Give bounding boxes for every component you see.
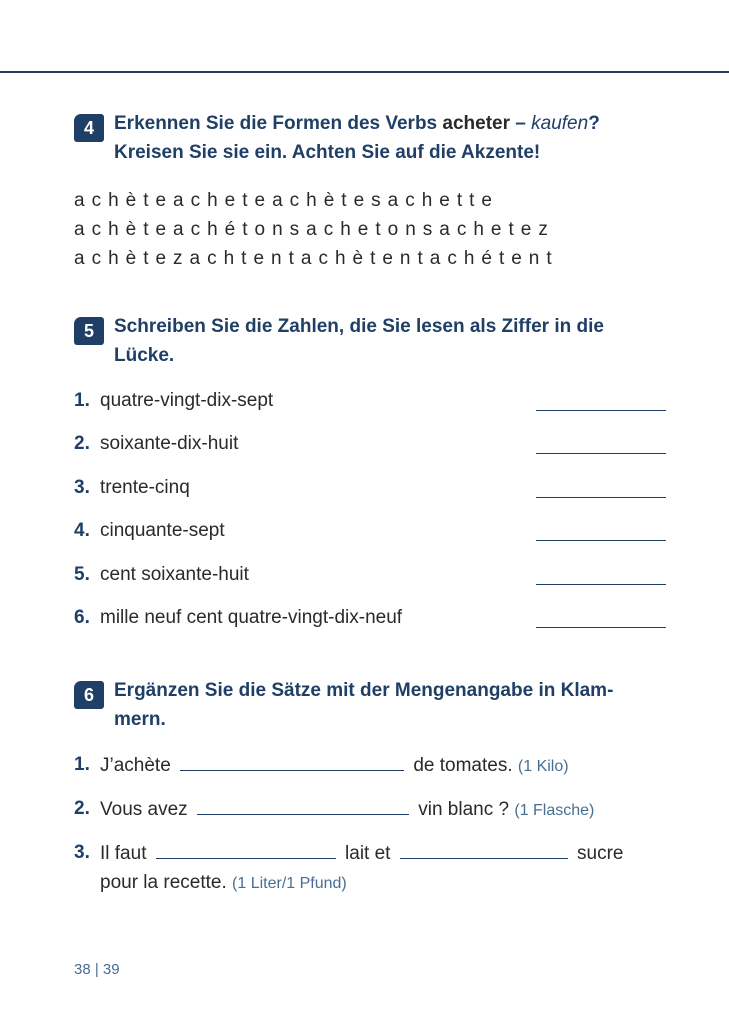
letter-grid-row: achèteachétonsachetonsachetez [74, 219, 555, 240]
exercise-4-title-b: ? [588, 113, 600, 134]
sentence-1 [74, 750, 666, 780]
exercise-4-verb: acheter [442, 113, 511, 134]
item-number: 6. [74, 607, 90, 628]
answer-blank[interactable] [156, 838, 336, 859]
exercise-6-title: Ergänzen Sie die Sätze mit der Mengenangabe in Klam-mern. [114, 680, 614, 730]
item-text: cent soixante-huit [100, 564, 249, 585]
top-rule [0, 71, 729, 73]
sentence-text: lait et [345, 843, 391, 864]
item-text: cinquante-sept [100, 520, 225, 541]
item-number: 2. [74, 798, 90, 819]
item-text: quatre-vingt-dix-sept [100, 390, 274, 411]
answer-blank[interactable] [197, 794, 409, 815]
sentence-3 [74, 838, 666, 898]
answer-blank[interactable] [536, 627, 666, 628]
exercise-5-badge: 5 [74, 317, 104, 345]
exercise-6-badge: 6 [74, 681, 104, 709]
item-number: 2. [74, 433, 90, 454]
item-number: 4. [74, 520, 90, 541]
exercise-4-title-a: Erkennen Sie die Formen des Verbs [114, 113, 443, 134]
sentence-2 [74, 794, 666, 824]
item-number: 1. [74, 754, 90, 775]
hint-text: (1 Liter/1 Pfund) [232, 875, 347, 892]
answer-blank[interactable] [180, 750, 404, 771]
item-text: mille neuf cent quatre-vingt-dix-neuf [100, 607, 403, 628]
number-item [74, 603, 666, 633]
number-item [74, 429, 666, 459]
exercise-4-translation: kaufen [531, 113, 589, 134]
exercise-4-title [114, 109, 674, 167]
sentence-text: J’achète [100, 755, 171, 776]
sentence-text: pour la recette. [100, 872, 227, 893]
answer-blank[interactable] [536, 540, 666, 541]
sentence-text: vin blanc ? [418, 799, 510, 820]
exercise-4-heading [74, 115, 674, 167]
answer-blank[interactable] [536, 497, 666, 498]
letter-grid-row: achèteacheteachètesachette [74, 190, 499, 211]
exercise-5-heading [74, 318, 654, 370]
hint-text: (1 Kilo) [517, 758, 569, 775]
letter-grid-row: achètezachtentachètentachétent [74, 248, 559, 269]
exercise-5-title: Schreiben Sie die Zahlen, die Sie lesen als Ziffer in die Lücke. [114, 316, 604, 366]
exercise-4-title-c: Kreisen Sie sie ein. Achten Sie auf die Akzente! [114, 142, 541, 163]
answer-blank[interactable] [536, 453, 666, 454]
answer-blank[interactable] [536, 584, 666, 585]
sentence-text: Vous avez [100, 799, 188, 820]
item-number: 5. [74, 564, 90, 585]
hint-text: (1 Flasche) [514, 802, 595, 819]
exercise-4-badge: 4 [74, 114, 104, 142]
item-number: 1. [74, 390, 90, 411]
exercise-4-dash: – [510, 113, 532, 134]
number-item [74, 516, 666, 546]
item-text: trente-cinq [100, 477, 190, 498]
answer-blank[interactable] [400, 838, 568, 859]
letter-grid [74, 186, 559, 273]
number-item [74, 560, 666, 590]
sentence-text: Il faut [100, 843, 147, 864]
answer-blank[interactable] [536, 410, 666, 411]
item-number: 3. [74, 477, 90, 498]
exercise-6-heading [74, 682, 654, 734]
number-item [74, 473, 666, 503]
item-number: 3. [74, 842, 90, 863]
number-item [74, 386, 666, 416]
sentence-text: de tomates. [413, 755, 513, 776]
item-text: soixante-dix-huit [100, 433, 239, 454]
page-numbers: 38 | 39 [74, 961, 120, 978]
sentence-text: sucre [577, 843, 624, 864]
